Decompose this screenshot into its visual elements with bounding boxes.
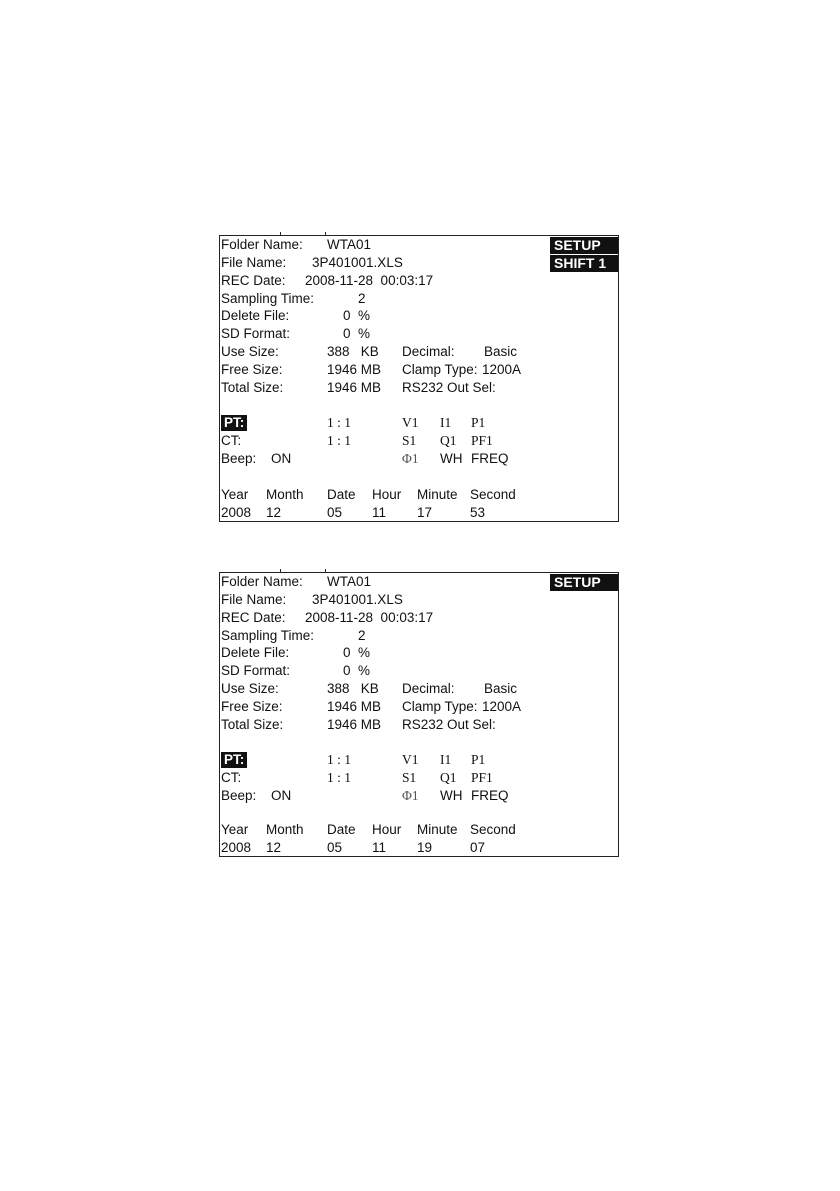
time-header-month: Month xyxy=(266,822,304,837)
use-size-label: Use Size: xyxy=(221,344,279,359)
time-value-second: 53 xyxy=(470,505,486,520)
rs232-item: PF1 xyxy=(471,770,493,785)
time-value-year: 2008 xyxy=(221,505,252,520)
folder-name-value: WTA01 xyxy=(327,574,372,589)
total-size-label: Total Size: xyxy=(221,717,284,732)
total-size-value: 1946 MB xyxy=(327,380,382,395)
time-value-minute: 19 xyxy=(417,840,433,855)
rs232-item: P1 xyxy=(471,752,486,767)
rec-date-label: REC Date: xyxy=(221,273,286,288)
file-name-value: 3P401001.XLS xyxy=(312,255,403,270)
delete-file-value: 0 % xyxy=(343,308,371,323)
time-value-month: 12 xyxy=(266,840,282,855)
clamp-type-value: 1200A xyxy=(482,699,522,714)
shift-badge: SHIFT 1 xyxy=(550,255,618,272)
pt-ratio-value: 1 : 1 xyxy=(327,752,352,767)
rs232-item: FREQ xyxy=(471,451,509,466)
time-header-hour: Hour xyxy=(372,487,402,502)
ct-ratio-value: 1 : 1 xyxy=(327,770,352,785)
sampling-time-value: 2 xyxy=(358,628,366,643)
delete-file-label: Delete File: xyxy=(221,645,290,660)
setup-screen xyxy=(219,572,619,857)
decimal-value: Basic xyxy=(484,344,518,359)
folder-name-label: Folder Name: xyxy=(221,237,303,252)
clamp-type-value: 1200A xyxy=(482,362,522,377)
rec-date-value: 2008-11-28 00:03:17 xyxy=(305,273,434,288)
use-size-label: Use Size: xyxy=(221,681,279,696)
rec-date-value: 2008-11-28 00:03:17 xyxy=(305,610,434,625)
pt-label[interactable]: PT: xyxy=(221,415,247,431)
total-size-label: Total Size: xyxy=(221,380,284,395)
setup-screen-shift xyxy=(219,235,619,522)
use-size-value: 388 KB xyxy=(327,681,379,696)
rs232-item: V1 xyxy=(402,415,419,430)
rs232-out-sel-label: RS232 Out Sel: xyxy=(402,380,496,395)
pt-label[interactable]: PT: xyxy=(221,752,247,768)
time-value-minute: 17 xyxy=(417,505,433,520)
sd-format-label: SD Format: xyxy=(221,663,291,678)
clamp-type-label: Clamp Type: xyxy=(402,699,478,714)
file-name-label: File Name: xyxy=(221,255,287,270)
time-header-minute: Minute xyxy=(417,487,458,502)
sampling-time-label: Sampling Time: xyxy=(221,291,315,306)
beep-value: ON xyxy=(271,788,292,803)
delete-file-value: 0 % xyxy=(343,645,371,660)
sampling-time-label: Sampling Time: xyxy=(221,628,315,643)
beep-label: Beep: xyxy=(221,788,257,803)
time-value-hour: 11 xyxy=(372,840,387,855)
rs232-item-phi: Φ1 xyxy=(402,788,419,803)
frame-tick xyxy=(280,569,281,573)
setup-badge: SETUP xyxy=(550,237,618,254)
ct-ratio-value: 1 : 1 xyxy=(327,433,352,448)
rs232-item: P1 xyxy=(471,415,486,430)
rs232-item: FREQ xyxy=(471,788,509,803)
time-value-date: 05 xyxy=(327,505,343,520)
delete-file-label: Delete File: xyxy=(221,308,290,323)
frame-tick xyxy=(280,232,281,236)
time-value-second: 07 xyxy=(470,840,486,855)
time-value-year: 2008 xyxy=(221,840,252,855)
time-value-hour: 11 xyxy=(372,505,387,520)
time-header-date: Date xyxy=(327,487,356,502)
rs232-item: I1 xyxy=(440,752,452,767)
rs232-item: PF1 xyxy=(471,433,493,448)
decimal-label: Decimal: xyxy=(402,344,455,359)
file-name-value: 3P401001.XLS xyxy=(312,592,403,607)
sd-format-value: 0 % xyxy=(343,326,371,341)
free-size-label: Free Size: xyxy=(221,362,283,377)
time-header-hour: Hour xyxy=(372,822,402,837)
total-size-value: 1946 MB xyxy=(327,717,382,732)
folder-name-value: WTA01 xyxy=(327,237,372,252)
free-size-value: 1946 MB xyxy=(327,699,382,714)
ct-label: CT: xyxy=(221,433,242,448)
sd-format-value: 0 % xyxy=(343,663,371,678)
rs232-item: V1 xyxy=(402,752,419,767)
time-header-second: Second xyxy=(470,822,516,837)
beep-label: Beep: xyxy=(221,451,257,466)
folder-name-label: Folder Name: xyxy=(221,574,303,589)
time-header-year: Year xyxy=(221,487,249,502)
decimal-value: Basic xyxy=(484,681,518,696)
time-value-month: 12 xyxy=(266,505,282,520)
rs232-item-phi: Φ1 xyxy=(402,451,419,466)
setup-badge: SETUP xyxy=(550,574,618,591)
decimal-label: Decimal: xyxy=(402,681,455,696)
frame-tick xyxy=(325,569,326,573)
sd-format-label: SD Format: xyxy=(221,326,291,341)
rs232-item: Q1 xyxy=(440,770,457,785)
pt-ratio-value: 1 : 1 xyxy=(327,415,352,430)
beep-value: ON xyxy=(271,451,292,466)
rs232-item: S1 xyxy=(402,433,417,448)
free-size-label: Free Size: xyxy=(221,699,283,714)
clamp-type-label: Clamp Type: xyxy=(402,362,478,377)
frame-tick xyxy=(325,232,326,236)
ct-label: CT: xyxy=(221,770,242,785)
rs232-item: S1 xyxy=(402,770,417,785)
sampling-time-value: 2 xyxy=(358,291,366,306)
rs232-out-sel-label: RS232 Out Sel: xyxy=(402,717,496,732)
time-header-date: Date xyxy=(327,822,356,837)
time-header-minute: Minute xyxy=(417,822,458,837)
rs232-item: Q1 xyxy=(440,433,457,448)
time-header-year: Year xyxy=(221,822,249,837)
time-header-second: Second xyxy=(470,487,516,502)
rec-date-label: REC Date: xyxy=(221,610,286,625)
free-size-value: 1946 MB xyxy=(327,362,382,377)
rs232-item: I1 xyxy=(440,415,452,430)
use-size-value: 388 KB xyxy=(327,344,379,359)
rs232-item: WH xyxy=(440,451,463,466)
rs232-item: WH xyxy=(440,788,463,803)
time-value-date: 05 xyxy=(327,840,343,855)
file-name-label: File Name: xyxy=(221,592,287,607)
time-header-month: Month xyxy=(266,487,304,502)
